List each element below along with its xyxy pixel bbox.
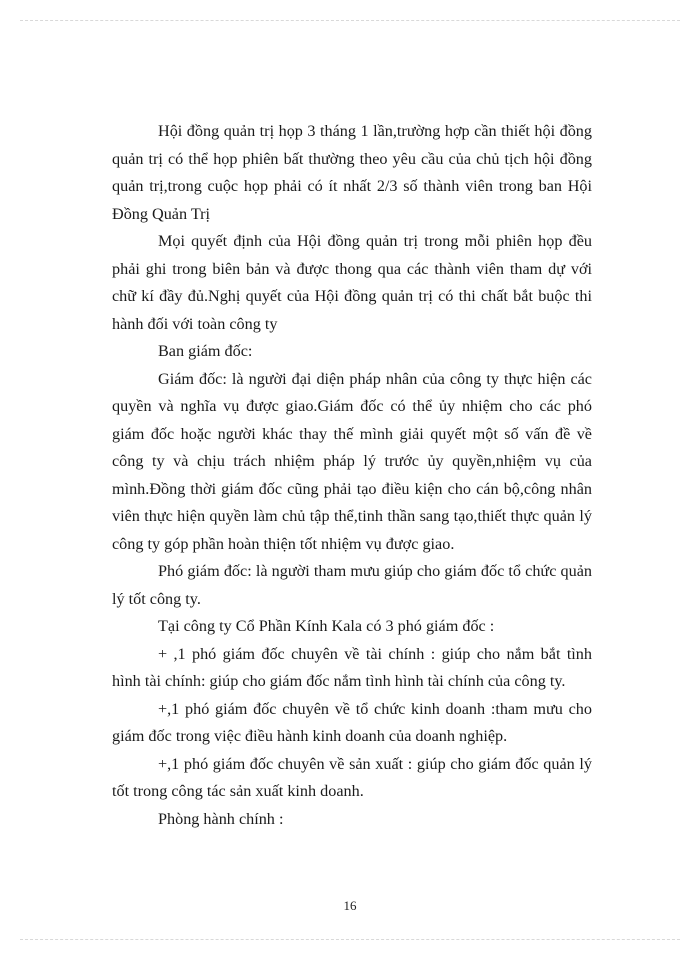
heading-administration-office: Phòng hành chính : [158, 809, 284, 828]
list-item-business-deputy: +,1 phó giám đốc chuyên về tổ chức kinh doanh :tham mưu cho giám đốc trong việc điều hành kinh doanh của doanh nghiệp. [112, 699, 592, 745]
paragraph-board-meetings: Hội đồng quản trị họp 3 tháng 1 lần,trường hợp cần thiết hội đồng quản trị có thể họp phiên bất thường theo yêu cầu của chủ tịch hội đồng quản trị,trong cuộc họp phải có ít nhất 2/3 số thành viên trong ban Hội Đồng Quản Trị [112, 122, 592, 223]
paragraph-deputy-count: Tại công ty Cổ Phần Kính Kala có 3 phó giám đốc : [158, 617, 495, 635]
heading-board-of-directors: Ban giám đốc: [158, 342, 253, 360]
paragraph-director: Giám đốc: là người đại diện pháp nhân của công ty thực hiện các quyền và nghĩa vụ được giao.Giám đốc có thể ủy nhiệm cho các phó giám đốc hoặc người khác thay thế mình giải quyết một số vấn đề về công ty và chịu trách nhiệm pháp lý trước ủy quyền,nhiệm vụ của mình.Đồng thời giám đốc cũng phải tạo điều kiện cho cán bộ,công nhân viên thực hiện quyền làm chủ tập thể,tinh thần sang tạo,thiết thực quản lý công ty góp phần hoàn thiện tốt nhiệm vụ được giao. [112, 369, 592, 553]
list-item-production-deputy: +,1 phó giám đốc chuyên về sản xuất : giúp cho giám đốc quản lý tốt trong công tác sản xuất kinh doanh. [112, 754, 592, 800]
page-number: 16 [343, 898, 357, 913]
list-item-finance-deputy: + ,1 phó giám đốc chuyên về tài chính : giúp cho nắm bắt tình hình tài chính: giúp cho giám đốc nắm tình hình tài chính của công ty. [112, 644, 592, 690]
document-body [112, 118, 592, 833]
paragraph-deputy-director: Phó giám đốc: là người tham mưu giúp cho giám đốc tổ chức quản lý tốt công ty. [112, 562, 592, 608]
paragraph-board-decisions: Mọi quyết định của Hội đồng quản trị trong mỗi phiên họp đều phải ghi trong biên bản và được thong qua các thành viên tham dự với chữ kí đầy đủ.Nghị quyết của Hội đồng quản trị có thi chất bắt buộc thi hành đối với toàn công ty [112, 232, 592, 333]
